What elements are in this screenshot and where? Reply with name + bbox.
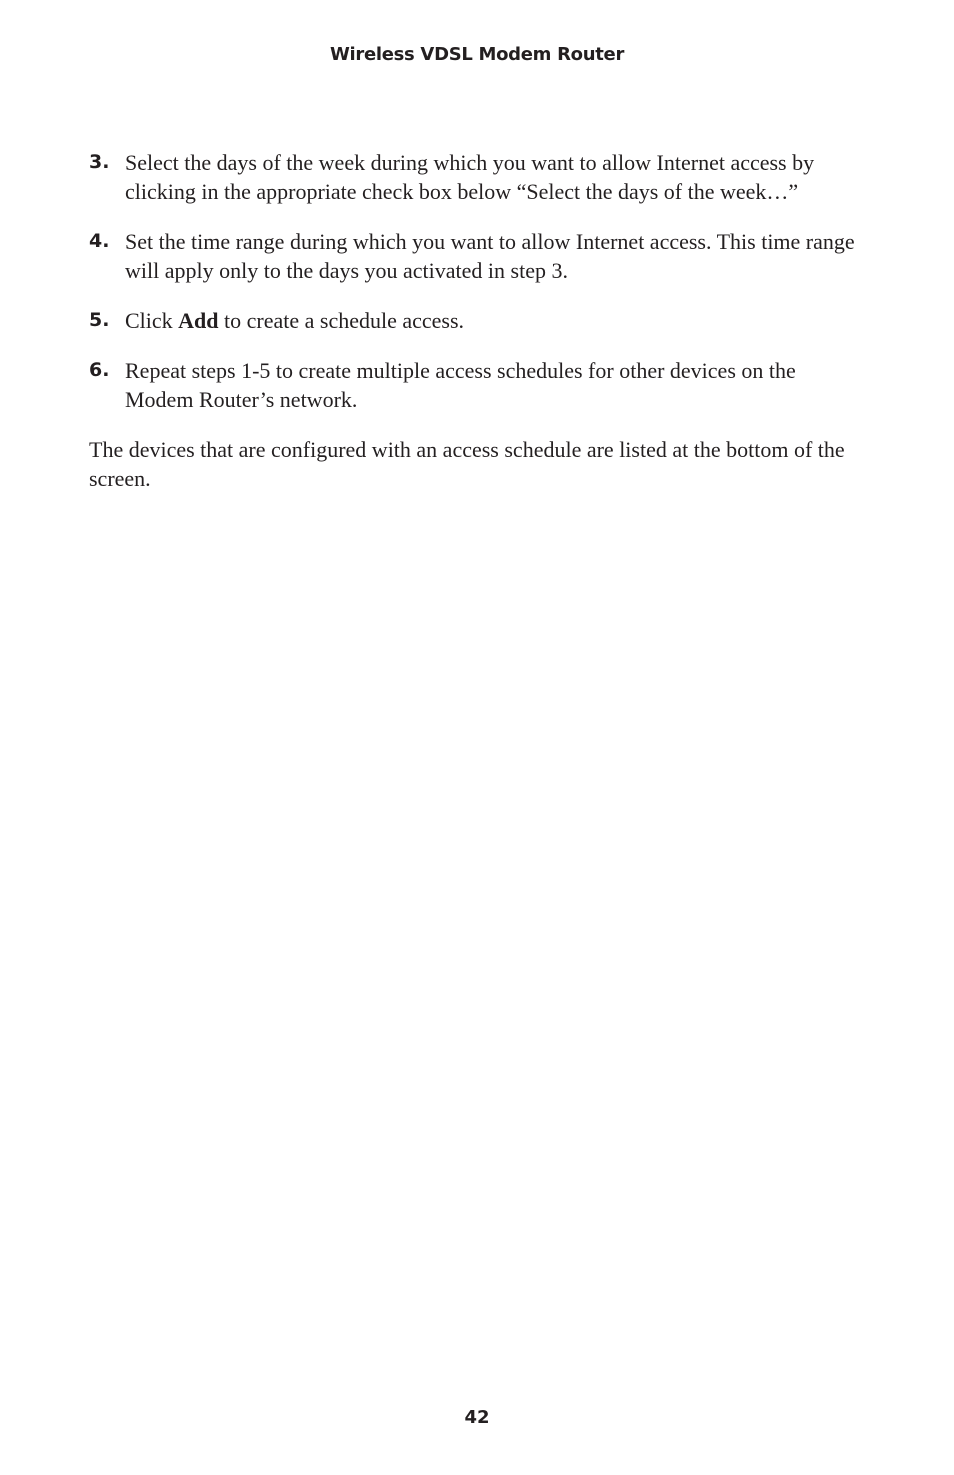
step-text-after: to create a schedule access. [218, 308, 465, 333]
step-number: 4. [89, 230, 110, 252]
document-body [89, 148, 864, 515]
add-keyword: Add [178, 308, 219, 333]
step-item [89, 148, 864, 206]
step-number: 5. [89, 309, 110, 331]
step-text: Set the time range during which you want to allow Internet access. This time range will apply only to the days you activated in step 3. [125, 229, 855, 283]
step-item [89, 306, 864, 335]
page-number: 42 [464, 1407, 490, 1428]
step-item [89, 227, 864, 285]
page-header: Wireless VDSL Modem Router [329, 44, 625, 65]
step-text: Repeat steps 1-5 to create multiple access schedules for other devices on the Modem Router’s network. [125, 358, 796, 412]
step-item [89, 356, 864, 414]
step-number: 3. [89, 151, 110, 173]
step-text [125, 306, 864, 335]
step-text-before: Click [125, 308, 179, 333]
step-text: Select the days of the week during which you want to allow Internet access by clicking in the appropriate check box below “Select the days of the week…” [125, 150, 815, 204]
body-paragraph: The devices that are configured with an access schedule are listed at the bottom of the screen. [89, 437, 845, 491]
step-number: 6. [89, 359, 110, 381]
